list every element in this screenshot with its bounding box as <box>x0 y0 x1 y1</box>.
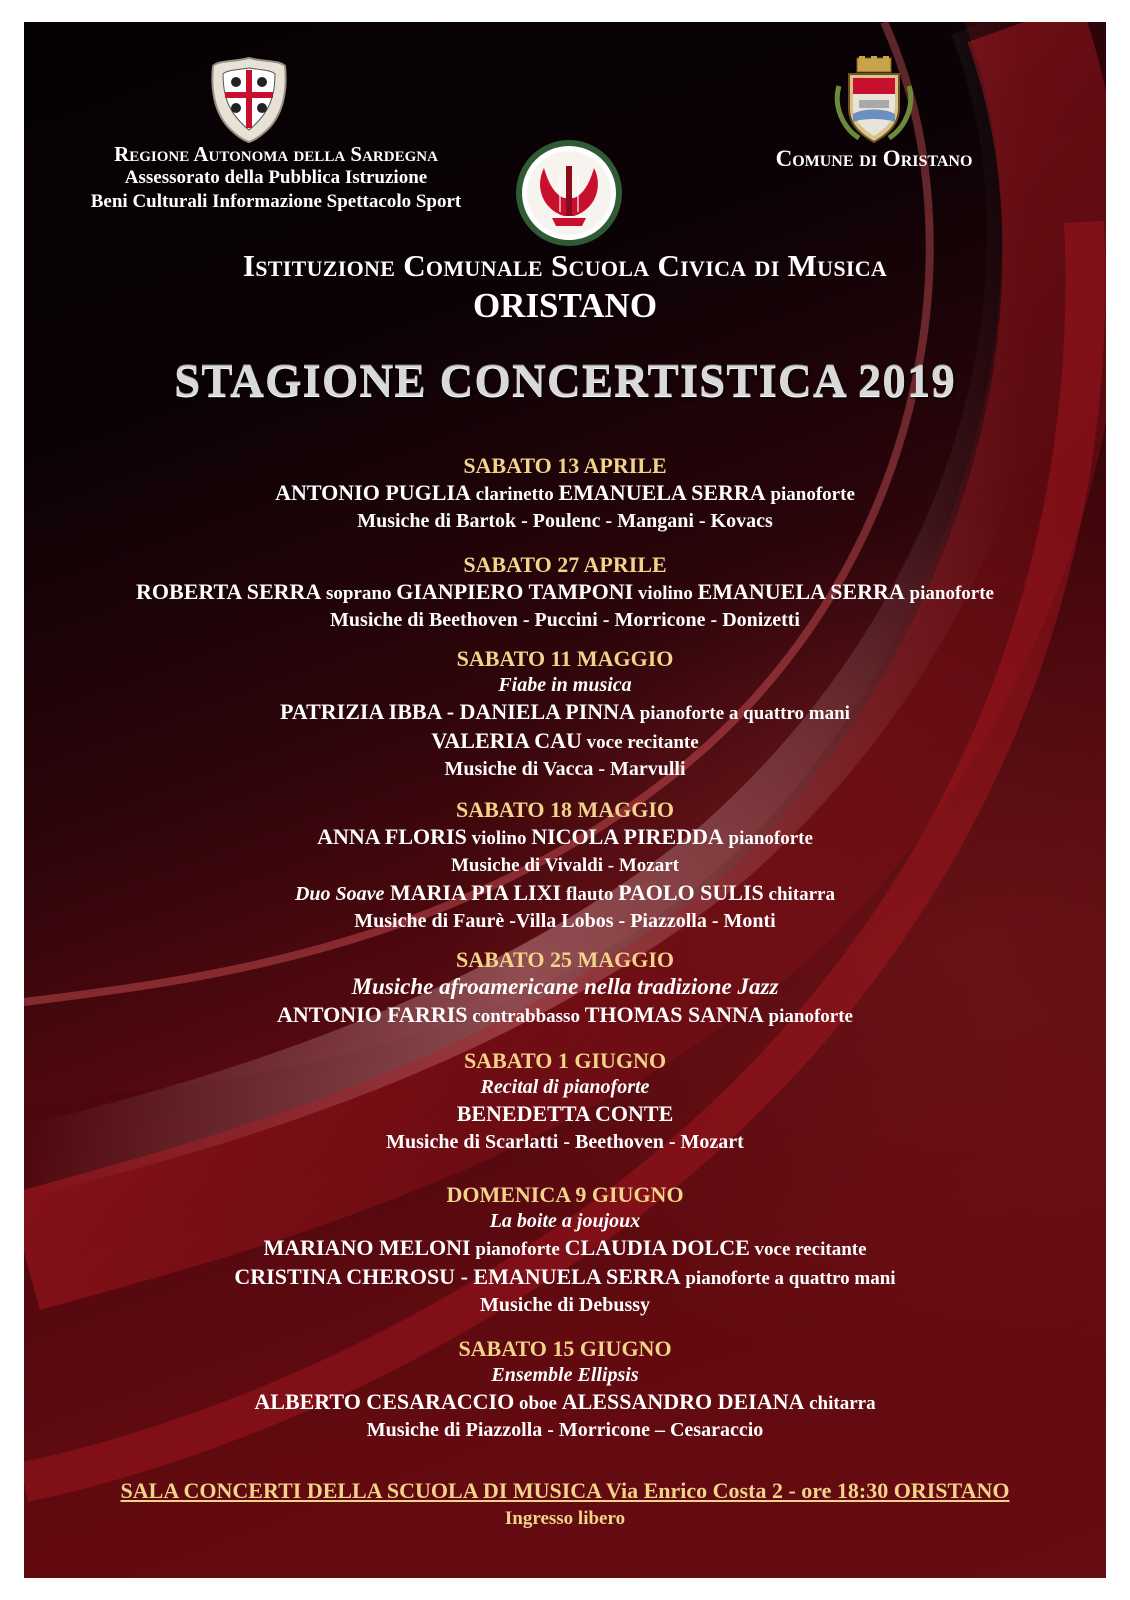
performer-role: chitarra <box>804 1393 876 1414</box>
event-subtitle: La boite a joujoux <box>489 1210 641 1232</box>
performer-name: EMANUELA SERRA <box>558 480 766 505</box>
performer-role: pianoforte <box>763 1006 853 1027</box>
event-performers <box>24 578 1106 607</box>
poster <box>24 22 1106 1578</box>
performer-role: contrabbasso <box>467 1006 585 1027</box>
event-block <box>24 452 1106 534</box>
event-subtitle: Recital di pianoforte <box>480 1076 650 1098</box>
performer-name: CLAUDIA DOLCE <box>564 1235 750 1260</box>
ensemble-name: Duo Soave <box>294 883 385 905</box>
event-program: Musiche di Faurè -Villa Lobos - Piazzolla - Monti <box>354 910 776 932</box>
event-performers <box>24 1263 1106 1292</box>
performer-name: PAOLO SULIS <box>618 880 764 905</box>
event-block <box>24 1181 1106 1318</box>
region-department: Assessorato della Pubblica Istruzione <box>124 167 428 188</box>
region-title: Regione Autonoma della Sardegna <box>114 142 438 166</box>
event-performers <box>24 479 1106 508</box>
oristano-coat-of-arms-icon <box>829 56 919 146</box>
event-date: SABATO 1 GIUGNO <box>463 1048 667 1073</box>
performer-role: voce recitante <box>749 1239 867 1260</box>
performer-role: pianoforte <box>723 828 813 849</box>
sardinia-coat-of-arms-icon <box>209 56 289 144</box>
event-performers <box>24 1001 1106 1030</box>
event-block <box>24 796 1106 934</box>
performer-name: ALESSANDRO DEIANA <box>561 1389 805 1414</box>
performer-name: EMANUELA SERRA <box>697 579 905 604</box>
event-block <box>24 1047 1106 1155</box>
event-date: SABATO 11 MAGGIO <box>456 646 674 671</box>
institution-city: ORISTANO <box>472 286 658 325</box>
performer-role: oboe <box>514 1393 562 1414</box>
event-block <box>24 1335 1106 1443</box>
event-program: Musiche di Piazzolla - Morricone – Cesaraccio <box>366 1419 764 1441</box>
performer-role: violino <box>466 828 532 849</box>
event-performers <box>24 823 1106 852</box>
performer-name: ALBERTO CESARACCIO <box>254 1389 515 1414</box>
performer-role: voce recitante <box>581 732 699 753</box>
event-program: Musiche di Debussy <box>479 1294 651 1316</box>
event-date: SABATO 13 APRILE <box>463 453 667 478</box>
performer-name: VALERIA CAU <box>431 728 582 753</box>
performer-role: pianoforte <box>765 484 855 505</box>
performer-role: violino <box>633 583 698 604</box>
performer-role: pianoforte a quattro mani <box>680 1268 896 1289</box>
performer-name: ANNA FLORIS <box>317 824 467 849</box>
performer-name: THOMAS SANNA <box>584 1002 764 1027</box>
season-title: STAGIONE CONCERTISTICA 2019 <box>174 355 956 407</box>
event-program: Musiche di Scarlatti - Beethoven - Mozart <box>386 1131 744 1153</box>
event-performers <box>24 879 1106 908</box>
performer-role: pianoforte a quattro mani <box>634 703 850 724</box>
event-performers <box>24 727 1106 756</box>
performer-name: PATRIZIA IBBA - DANIELA PINNA <box>280 699 635 724</box>
event-program: Musiche di Beethoven - Puccini - Morricone - Donizetti <box>330 609 800 631</box>
performer-name: ANTONIO FARRIS <box>277 1002 468 1027</box>
event-performers <box>24 852 1106 879</box>
performer-role: clarinetto <box>470 484 559 505</box>
performer-role: flauto <box>561 884 619 905</box>
region-header <box>46 142 506 214</box>
institution-title: Istituzione Comunale Scuola Civica di Musica <box>242 248 888 283</box>
event-date: SABATO 18 MAGGIO <box>456 797 674 822</box>
entry-note: Ingresso libero <box>504 1508 626 1529</box>
performer-role: pianoforte <box>904 583 994 604</box>
performer-role: pianoforte <box>470 1239 565 1260</box>
venue-line: SALA CONCERTI DELLA SCUOLA DI MUSICA Via Enrico Costa 2 - ore 18:30 ORISTANO <box>120 1478 1010 1503</box>
event-program: Musiche di Bartok - Poulenc - Mangani - Kovacs <box>357 510 773 532</box>
event-date: SABATO 25 MAGGIO <box>456 947 674 972</box>
event-performers <box>24 1388 1106 1417</box>
event-subtitle: Fiabe in musica <box>498 674 632 696</box>
event-block <box>24 551 1106 633</box>
performer-name: MARIA PIA LIXI <box>384 880 562 905</box>
event-subtitle: Musiche afroamericane nella tradizione Jazz <box>351 974 779 999</box>
event-date: SABATO 27 APRILE <box>463 552 667 577</box>
event-program: Musiche di Vacca - Marvulli <box>444 758 686 780</box>
performer-role: chitarra <box>763 884 835 905</box>
event-block <box>24 645 1106 782</box>
performer-name: ANTONIO PUGLIA <box>275 480 471 505</box>
performer-name: GIANPIERO TAMPONI <box>396 579 634 604</box>
event-performers <box>24 1234 1106 1263</box>
region-sectors: Beni Culturali Informazione Spettacolo Sport <box>90 191 462 212</box>
event-subtitle: Ensemble Ellipsis <box>491 1364 639 1386</box>
event-block <box>24 946 1106 1030</box>
event-date: SABATO 15 GIUGNO <box>458 1336 672 1361</box>
event-performers <box>24 698 1106 727</box>
performer-name: NICOLA PIREDDA <box>531 824 724 849</box>
performer-name: ROBERTA SERRA <box>136 579 322 604</box>
performer-name: MARIANO MELONI <box>263 1235 471 1260</box>
comune-title: Comune di Oristano <box>775 146 973 171</box>
event-performers <box>24 1100 1106 1129</box>
performer-role: soprano <box>321 583 397 604</box>
performer-name: BENEDETTA CONTE <box>456 1101 674 1126</box>
event-date: DOMENICA 9 GIUGNO <box>446 1182 684 1207</box>
lyre-emblem-icon <box>514 138 624 248</box>
performer-name: CRISTINA CHEROSU - EMANUELA SERRA <box>234 1264 681 1289</box>
performer-role: Musiche di Vivaldi - Mozart <box>451 855 679 876</box>
